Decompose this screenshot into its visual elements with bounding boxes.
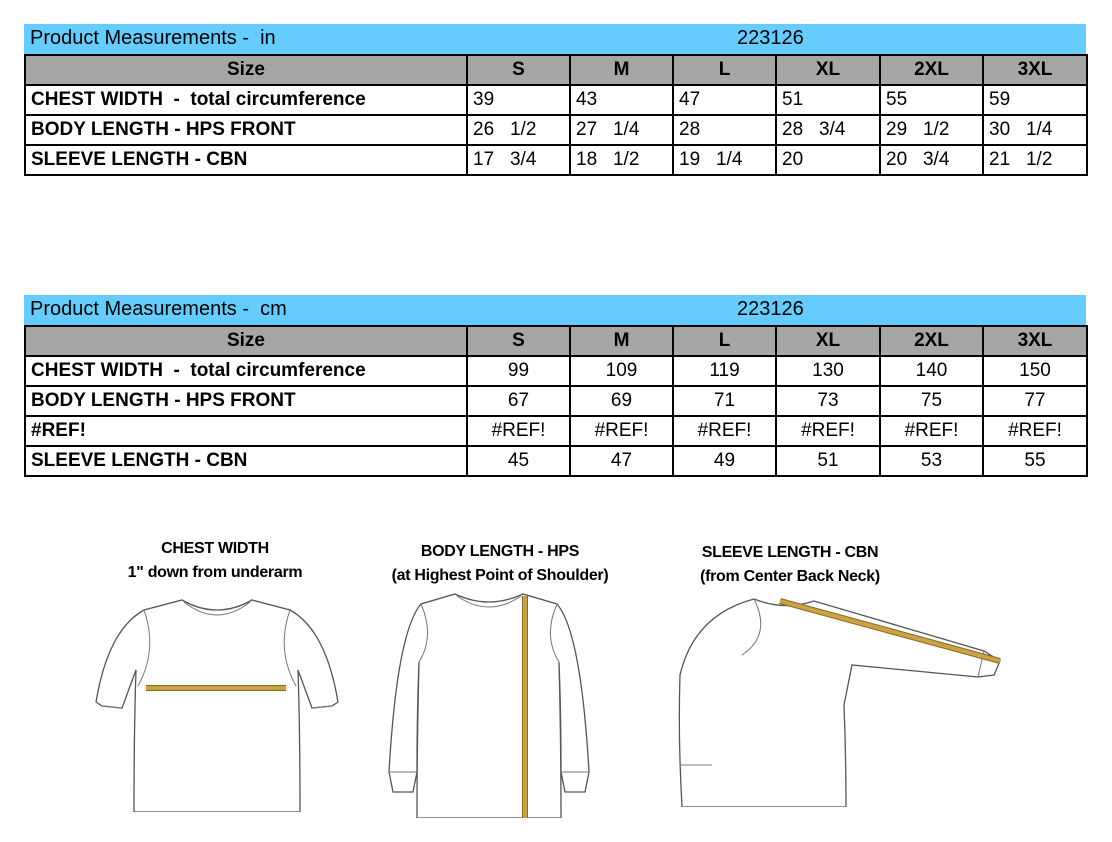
body-caption-line1: BODY LENGTH - HPS — [420, 543, 580, 560]
cm-measurement-cell: 75 — [880, 386, 983, 416]
inches-measurement-cell: 51 — [776, 85, 880, 115]
inches-row-label: CHEST WIDTH - total circumference — [25, 85, 467, 115]
cm-measurement-cell: #REF! — [570, 416, 673, 446]
chest-caption-line1: CHEST WIDTH — [161, 540, 269, 557]
inches-measurement-cell: 20 3/4 — [880, 145, 983, 175]
inches-measurement-cell: 43 — [570, 85, 673, 115]
cm-measurement-cell: 49 — [673, 446, 776, 476]
cm-measurement-cell: 119 — [673, 356, 776, 386]
cm-table-row — [25, 356, 1087, 386]
inches-measurement-cell: 26 1/2 — [467, 115, 570, 145]
cm-measurements-table — [24, 295, 1086, 477]
inches-size-col-header: S — [467, 55, 570, 85]
cm-row-label: SLEEVE LENGTH - CBN — [25, 446, 467, 476]
cm-measurement-cell: 73 — [776, 386, 880, 416]
inches-measurement-cell: 39 — [467, 85, 570, 115]
cm-measurement-cell: #REF! — [880, 416, 983, 446]
cm-measurement-cell: #REF! — [983, 416, 1087, 446]
body-caption-line2: (at Highest Point of Shoulder) — [391, 567, 609, 584]
inches-size-col-header: M — [570, 55, 673, 85]
cm-measurement-cell: 140 — [880, 356, 983, 386]
chest-width-caption — [90, 537, 340, 585]
cm-measurement-cell: 53 — [880, 446, 983, 476]
cm-measurement-cell: 150 — [983, 356, 1087, 386]
inches-measurement-cell: 21 1/2 — [983, 145, 1087, 175]
sleeve-caption-line1: SLEEVE LENGTH - CBN — [701, 544, 879, 561]
cm-measurement-cell: 69 — [570, 386, 673, 416]
cm-measurement-cell: 130 — [776, 356, 880, 386]
cm-row-label: BODY LENGTH - HPS FRONT — [25, 386, 467, 416]
inches-measurement-cell: 55 — [880, 85, 983, 115]
cm-measurement-cell: 71 — [673, 386, 776, 416]
inches-title-bar — [24, 24, 1086, 54]
cm-measurement-cell: #REF! — [776, 416, 880, 446]
inches-product-code: 223126 — [737, 27, 804, 49]
cm-measurement-cell: 45 — [467, 446, 570, 476]
inches-table-title: Product Measurements - in — [30, 27, 276, 49]
cm-header-row — [25, 326, 1087, 356]
inches-measurements-table — [24, 24, 1086, 176]
inches-measurement-cell: 19 1/4 — [673, 145, 776, 175]
inches-grid — [24, 54, 1088, 176]
sleeve-length-caption — [660, 541, 920, 589]
inches-table-row — [25, 115, 1087, 145]
chest-caption-line2: 1" down from underarm — [127, 564, 303, 581]
inches-size-col-header: 3XL — [983, 55, 1087, 85]
inches-size-header: Size — [25, 55, 467, 85]
sleeve-caption-line2: (from Center Back Neck) — [700, 568, 880, 585]
cm-measurement-cell: #REF! — [467, 416, 570, 446]
cm-product-code: 223126 — [737, 298, 804, 320]
cm-size-col-header: 3XL — [983, 326, 1087, 356]
cm-measurement-cell: 55 — [983, 446, 1087, 476]
cm-size-header: Size — [25, 326, 467, 356]
body-length-caption — [360, 540, 640, 588]
cm-row-label: CHEST WIDTH - total circumference — [25, 356, 467, 386]
cm-measurement-cell: 47 — [570, 446, 673, 476]
longsleeve-sleeve-length-diagram-icon — [672, 595, 1002, 807]
inches-row-label: BODY LENGTH - HPS FRONT — [25, 115, 467, 145]
cm-size-col-header: XL — [776, 326, 880, 356]
cm-measurement-cell: 77 — [983, 386, 1087, 416]
inches-measurement-cell: 59 — [983, 85, 1087, 115]
cm-measurement-cell: 67 — [467, 386, 570, 416]
cm-table-title: Product Measurements - cm — [30, 298, 287, 320]
cm-title-bar — [24, 295, 1086, 325]
cm-measurement-cell: #REF! — [673, 416, 776, 446]
cm-table-row — [25, 446, 1087, 476]
cm-size-col-header: L — [673, 326, 776, 356]
inches-table-row — [25, 145, 1087, 175]
cm-table-row — [25, 386, 1087, 416]
inches-size-col-header: 2XL — [880, 55, 983, 85]
cm-grid — [24, 325, 1088, 477]
cm-size-col-header: M — [570, 326, 673, 356]
cm-measurement-cell: 99 — [467, 356, 570, 386]
cm-row-label: #REF! — [25, 416, 467, 446]
inches-size-col-header: L — [673, 55, 776, 85]
cm-measurement-cell: 109 — [570, 356, 673, 386]
inches-measurement-cell: 28 3/4 — [776, 115, 880, 145]
inches-measurement-cell: 28 — [673, 115, 776, 145]
tshirt-chest-diagram-icon — [94, 590, 340, 812]
inches-measurement-cell: 27 1/4 — [570, 115, 673, 145]
inches-measurement-cell: 30 1/4 — [983, 115, 1087, 145]
cm-size-col-header: 2XL — [880, 326, 983, 356]
cm-table-row — [25, 416, 1087, 446]
inches-measurement-cell: 47 — [673, 85, 776, 115]
inches-measurement-cell: 29 1/2 — [880, 115, 983, 145]
inches-measurement-cell: 17 3/4 — [467, 145, 570, 175]
inches-row-label: SLEEVE LENGTH - CBN — [25, 145, 467, 175]
inches-measurement-cell: 18 1/2 — [570, 145, 673, 175]
cm-measurement-cell: 51 — [776, 446, 880, 476]
inches-table-row — [25, 85, 1087, 115]
cm-size-col-header: S — [467, 326, 570, 356]
inches-header-row — [25, 55, 1087, 85]
inches-size-col-header: XL — [776, 55, 880, 85]
longsleeve-body-length-diagram-icon — [377, 592, 601, 818]
inches-measurement-cell: 20 — [776, 145, 880, 175]
